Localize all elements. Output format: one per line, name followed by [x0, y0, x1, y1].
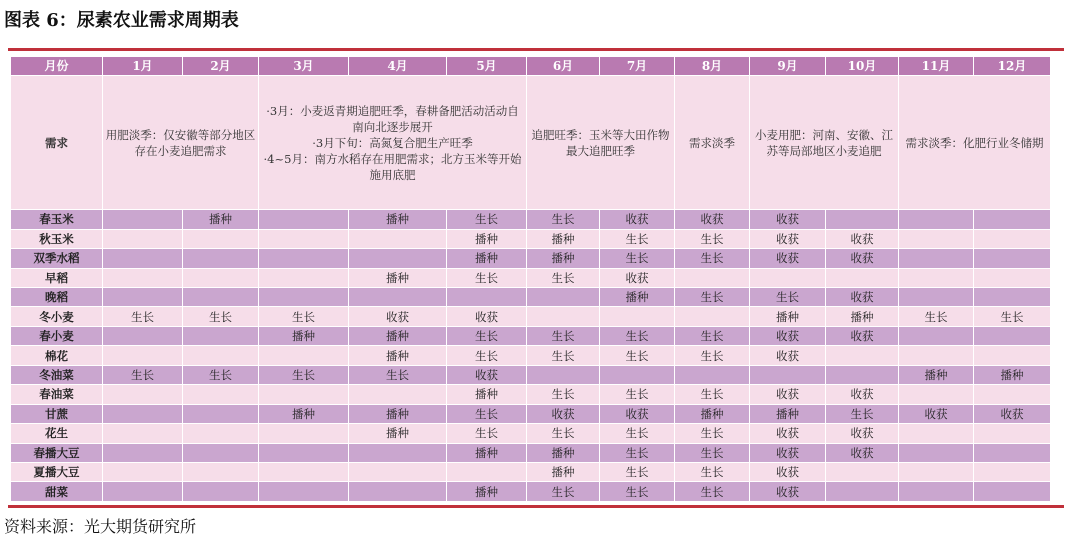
stage-cell [600, 307, 675, 326]
stage-cell [826, 346, 899, 365]
stage-cell [447, 287, 527, 306]
stage-cell [899, 287, 974, 306]
stage-cell: 生长 [447, 268, 527, 287]
stage-cell: 播种 [349, 404, 447, 423]
stage-cell [974, 268, 1051, 287]
stage-cell [675, 268, 750, 287]
demand-mar-may-line: ·3月：小麦返青期追肥旺季，春耕备肥活动活动自南向北逐步展开 [266, 103, 519, 134]
stage-cell: 生长 [259, 307, 349, 326]
stage-cell: 生长 [447, 404, 527, 423]
stage-cell [103, 326, 183, 345]
table-row [11, 249, 1051, 268]
stage-cell: 生长 [600, 443, 675, 462]
stage-cell: 生长 [527, 482, 600, 502]
header-cell: 4月 [349, 57, 447, 76]
stage-cell [826, 365, 899, 384]
stage-cell [349, 287, 447, 306]
crop-name: 棉花 [11, 346, 103, 365]
stage-cell [349, 385, 447, 404]
stage-cell: 生长 [600, 346, 675, 365]
stage-cell: 生长 [527, 210, 600, 229]
stage-cell: 播种 [750, 307, 826, 326]
stage-cell: 收获 [447, 307, 527, 326]
demand-jan-feb: 用肥淡季：仅安徽等部分地区存在小麦追肥需求 [103, 76, 259, 210]
stage-cell [826, 210, 899, 229]
stage-cell: 播种 [447, 482, 527, 502]
stage-cell: 收获 [600, 268, 675, 287]
header-cell: 8月 [675, 57, 750, 76]
table-row [11, 210, 1051, 229]
stage-cell: 生长 [675, 424, 750, 443]
stage-cell: 收获 [447, 365, 527, 384]
table-row [11, 326, 1051, 345]
table-row [11, 229, 1051, 248]
stage-cell [899, 385, 974, 404]
table-row [11, 404, 1051, 423]
stage-cell [183, 326, 259, 345]
stage-cell: 生长 [899, 307, 974, 326]
stage-cell [259, 229, 349, 248]
table-row [11, 365, 1051, 384]
stage-cell [259, 463, 349, 482]
stage-cell [899, 326, 974, 345]
stage-cell: 生长 [675, 443, 750, 462]
stage-cell [899, 482, 974, 502]
stage-cell: 生长 [675, 249, 750, 268]
stage-cell: 收获 [826, 287, 899, 306]
stage-cell [183, 268, 259, 287]
stage-cell [259, 482, 349, 502]
table-row [11, 482, 1051, 502]
stage-cell [259, 346, 349, 365]
stage-cell: 收获 [675, 210, 750, 229]
stage-cell [103, 268, 183, 287]
stage-cell [349, 443, 447, 462]
stage-cell [675, 307, 750, 326]
stage-cell [675, 365, 750, 384]
stage-cell [183, 404, 259, 423]
stage-cell [899, 210, 974, 229]
stage-cell: 播种 [675, 404, 750, 423]
stage-cell [750, 365, 826, 384]
stage-cell: 生长 [675, 463, 750, 482]
stage-cell [103, 229, 183, 248]
crop-name: 甘蔗 [11, 404, 103, 423]
header-cell: 2月 [183, 57, 259, 76]
stage-cell [259, 287, 349, 306]
stage-cell [103, 287, 183, 306]
stage-cell: 播种 [826, 307, 899, 326]
stage-cell [259, 424, 349, 443]
stage-cell: 收获 [826, 326, 899, 345]
stage-cell: 播种 [750, 404, 826, 423]
stage-cell [103, 385, 183, 404]
table-row [11, 385, 1051, 404]
stage-cell [527, 307, 600, 326]
stage-cell: 播种 [527, 229, 600, 248]
crop-name: 春油菜 [11, 385, 103, 404]
stage-cell: 播种 [183, 210, 259, 229]
stage-cell [259, 210, 349, 229]
stage-cell [103, 482, 183, 502]
stage-cell: 播种 [527, 463, 600, 482]
stage-cell: 播种 [447, 443, 527, 462]
crop-name: 晚稻 [11, 287, 103, 306]
stage-cell: 收获 [750, 346, 826, 365]
stage-cell: 收获 [527, 404, 600, 423]
stage-cell [183, 443, 259, 462]
crop-name: 冬油菜 [11, 365, 103, 384]
stage-cell [826, 268, 899, 287]
stage-cell: 生长 [447, 424, 527, 443]
stage-cell: 播种 [447, 385, 527, 404]
stage-cell: 生长 [259, 365, 349, 384]
header-cell: 1月 [103, 57, 183, 76]
stage-cell [259, 443, 349, 462]
demand-label: 需求 [11, 76, 103, 210]
stage-cell: 播种 [349, 424, 447, 443]
demand-cycle-table [10, 56, 1051, 502]
crop-name: 双季水稻 [11, 249, 103, 268]
table-row [11, 268, 1051, 287]
stage-cell: 播种 [349, 268, 447, 287]
source-note: 资料来源：光大期货研究所 [4, 517, 197, 536]
stage-cell [103, 249, 183, 268]
stage-cell: 生长 [447, 346, 527, 365]
stage-cell [899, 229, 974, 248]
stage-cell: 生长 [527, 385, 600, 404]
stage-cell: 播种 [899, 365, 974, 384]
stage-cell: 收获 [750, 326, 826, 345]
stage-cell: 生长 [600, 385, 675, 404]
stage-cell [899, 268, 974, 287]
header-cell: 3月 [259, 57, 349, 76]
table-row [11, 424, 1051, 443]
table-row [11, 463, 1051, 482]
stage-cell: 生长 [527, 268, 600, 287]
stage-cell [974, 287, 1051, 306]
demand-mar-may-line: ·3月下旬：高氮复合肥生产旺季 [312, 135, 473, 150]
demand-jun-jul: 追肥旺季：玉米等大田作物最大追肥旺季 [527, 76, 675, 210]
stage-cell: 收获 [826, 229, 899, 248]
stage-cell: 播种 [447, 229, 527, 248]
crop-name: 春玉米 [11, 210, 103, 229]
stage-cell [103, 424, 183, 443]
header-cell: 9月 [750, 57, 826, 76]
stage-cell [259, 385, 349, 404]
stage-cell [103, 404, 183, 423]
stage-cell: 生长 [447, 210, 527, 229]
stage-cell [103, 210, 183, 229]
stage-cell: 收获 [826, 385, 899, 404]
stage-cell: 收获 [600, 404, 675, 423]
stage-cell [183, 482, 259, 502]
stage-cell: 收获 [750, 424, 826, 443]
stage-cell: 收获 [600, 210, 675, 229]
stage-cell: 收获 [750, 249, 826, 268]
stage-cell: 播种 [974, 365, 1051, 384]
crop-name: 夏播大豆 [11, 463, 103, 482]
stage-cell [974, 346, 1051, 365]
header-row [11, 57, 1051, 76]
stage-cell: 生长 [600, 424, 675, 443]
stage-cell: 生长 [750, 287, 826, 306]
stage-cell: 生长 [600, 463, 675, 482]
demand-aug: 需求淡季 [675, 76, 750, 210]
stage-cell: 收获 [750, 385, 826, 404]
stage-cell: 生长 [527, 326, 600, 345]
table-row [11, 307, 1051, 326]
stage-cell: 生长 [447, 326, 527, 345]
stage-cell: 生长 [600, 249, 675, 268]
stage-cell: 收获 [349, 307, 447, 326]
stage-cell [899, 443, 974, 462]
crop-name: 春播大豆 [11, 443, 103, 462]
stage-cell [974, 463, 1051, 482]
stage-cell [974, 385, 1051, 404]
demand-sep-oct: 小麦用肥：河南、安徽、江苏等局部地区小麦追肥 [750, 76, 899, 210]
stage-cell [259, 268, 349, 287]
stage-cell [103, 346, 183, 365]
stage-cell [974, 229, 1051, 248]
stage-cell: 播种 [259, 326, 349, 345]
stage-cell: 播种 [527, 249, 600, 268]
stage-cell: 播种 [349, 346, 447, 365]
stage-cell: 生长 [675, 482, 750, 502]
stage-cell [600, 365, 675, 384]
demand-row [11, 76, 1051, 210]
stage-cell [183, 346, 259, 365]
stage-cell: 收获 [826, 424, 899, 443]
stage-cell [899, 249, 974, 268]
stage-cell: 收获 [750, 463, 826, 482]
stage-cell [447, 463, 527, 482]
stage-cell: 生长 [675, 385, 750, 404]
stage-cell [259, 249, 349, 268]
table-row [11, 346, 1051, 365]
crop-name: 甜菜 [11, 482, 103, 502]
header-cell: 7月 [600, 57, 675, 76]
stage-cell [974, 482, 1051, 502]
stage-cell [183, 463, 259, 482]
stage-cell: 收获 [974, 404, 1051, 423]
stage-cell: 生长 [600, 326, 675, 345]
figure-title: 图表 6：尿素农业需求周期表 [4, 10, 239, 31]
stage-cell [974, 443, 1051, 462]
header-cell: 10月 [826, 57, 899, 76]
crop-name: 春小麦 [11, 326, 103, 345]
crop-name: 秋玉米 [11, 229, 103, 248]
stage-cell [826, 463, 899, 482]
stage-cell [527, 365, 600, 384]
stage-cell: 生长 [675, 346, 750, 365]
stage-cell: 收获 [750, 229, 826, 248]
stage-cell: 生长 [675, 229, 750, 248]
header-cell: 月份 [11, 57, 103, 76]
stage-cell [974, 326, 1051, 345]
stage-cell [826, 482, 899, 502]
stage-cell: 生长 [600, 482, 675, 502]
stage-cell [899, 346, 974, 365]
crop-name: 花生 [11, 424, 103, 443]
demand-nov-dec: 需求淡季：化肥行业冬储期 [899, 76, 1051, 210]
stage-cell [349, 463, 447, 482]
stage-cell [349, 229, 447, 248]
stage-cell: 生长 [183, 307, 259, 326]
stage-cell: 播种 [349, 210, 447, 229]
crop-name: 早稻 [11, 268, 103, 287]
stage-cell: 生长 [527, 346, 600, 365]
demand-mar-may [259, 76, 527, 210]
stage-cell [183, 287, 259, 306]
stage-cell: 播种 [259, 404, 349, 423]
stage-cell: 生长 [675, 287, 750, 306]
bottom-divider [8, 505, 1064, 508]
header-cell: 11月 [899, 57, 974, 76]
stage-cell [183, 229, 259, 248]
stage-cell: 播种 [447, 249, 527, 268]
stage-cell [349, 482, 447, 502]
stage-cell: 收获 [826, 443, 899, 462]
stage-cell: 生长 [974, 307, 1051, 326]
header-cell: 5月 [447, 57, 527, 76]
stage-cell [899, 463, 974, 482]
top-divider [8, 48, 1064, 51]
stage-cell [974, 210, 1051, 229]
table-row [11, 443, 1051, 462]
stage-cell: 生长 [103, 365, 183, 384]
stage-cell: 收获 [750, 443, 826, 462]
stage-cell [974, 424, 1051, 443]
crop-name: 冬小麦 [11, 307, 103, 326]
table-row [11, 287, 1051, 306]
stage-cell: 生长 [183, 365, 259, 384]
stage-cell: 收获 [899, 404, 974, 423]
stage-cell [527, 287, 600, 306]
stage-cell [183, 249, 259, 268]
stage-cell: 收获 [750, 210, 826, 229]
demand-mar-may-line: ·4~5月：南方水稻存在用肥需求；北方玉米等开始施用底肥 [263, 151, 522, 182]
stage-cell: 播种 [527, 443, 600, 462]
stage-cell [183, 385, 259, 404]
header-cell: 12月 [974, 57, 1051, 76]
stage-cell [974, 249, 1051, 268]
stage-cell: 生长 [103, 307, 183, 326]
stage-cell [183, 424, 259, 443]
stage-cell: 生长 [527, 424, 600, 443]
stage-cell: 生长 [675, 326, 750, 345]
stage-cell: 播种 [349, 326, 447, 345]
stage-cell: 收获 [826, 249, 899, 268]
header-cell: 6月 [527, 57, 600, 76]
stage-cell: 播种 [600, 287, 675, 306]
stage-cell [103, 463, 183, 482]
stage-cell [750, 268, 826, 287]
stage-cell: 生长 [826, 404, 899, 423]
stage-cell: 生长 [600, 229, 675, 248]
stage-cell: 收获 [750, 482, 826, 502]
stage-cell [349, 249, 447, 268]
stage-cell [103, 443, 183, 462]
stage-cell: 生长 [349, 365, 447, 384]
stage-cell [899, 424, 974, 443]
